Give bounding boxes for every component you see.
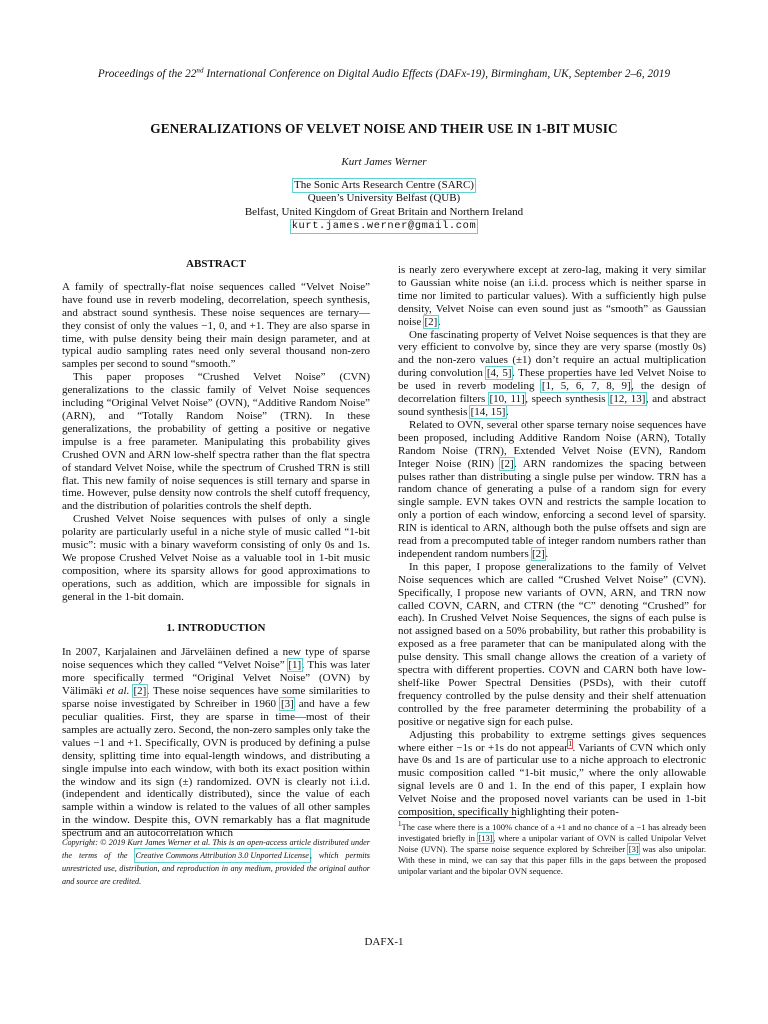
- intro-paragraph: [398, 329, 706, 419]
- left-column: [62, 258, 370, 840]
- text: , speech synthesis: [525, 393, 610, 406]
- copyright-notice: [62, 829, 370, 888]
- intro-paragraph: [398, 264, 706, 329]
- running-head-text-rest: International Conference on Digital Audio Effects (DAFx-19), Birmingham, UK, September 2–6, 2019: [203, 68, 671, 80]
- citation-link[interactable]: [1]: [288, 659, 302, 672]
- text: is nearly zero everywhere except at zero-lag, making it very similar to Gaussian white noise (an i.i.d. process which is neither sparse in time nor limited to particular values). With a sufficiently high pulse density, Velvet Noise can even sound just as “smooth” as Gaussian noise: [398, 264, 706, 328]
- running-head: [0, 68, 768, 80]
- footnote-marker-link[interactable]: 1: [568, 739, 572, 748]
- citation-link[interactable]: [2]: [424, 315, 438, 328]
- abstract-paragraph: This paper proposes “Crushed Velvet Noise” (CVN) generalizations to the classic family of Velvet Noise sequences including “Original Velvet Noise” (OVN), “Additive Random Noise” (ARN), and “Totally Random Noise” (TRN). In these generalizations, the probability of getting a positive or negative impulse is a free parameter. Manipulating this probability gives Crushed OVN and ARN low-shelf spectra rather than the flat spectra of standard Velvet Noise, while the spectrum of Crushed TRN is still flat. This new family of noise sequences is still ternary and sparse in time. However, pulse density now controls the shelf cutoff frequency, and the distribution of polarities controls the shelf depth.: [62, 371, 370, 513]
- citation-link[interactable]: [1, 5, 6, 7, 8, 9]: [541, 380, 631, 393]
- author-name: Kurt James Werner: [341, 156, 427, 168]
- citation-link[interactable]: [3]: [628, 844, 639, 854]
- text: Related to OVN, several other sparse ternary noise sequences have been proposed, including Additive Random Noise (ARN), Totally Random Noise (TRN), Extended Velvet Noise (EVN), Random Integer Noise (RIN): [398, 418, 706, 470]
- affiliation-address: Belfast, United Kingdom of Great Britain and Northern Ireland: [244, 205, 524, 218]
- copyright-label: Copyright:: [62, 838, 101, 847]
- text: and have a few peculiar qualities. First, they are sparse in time—most of their samples are actually zero. Second, the non-zero samples only take the values −1 and +1. Specifically, OVN is produced by defining a pulse density, splitting time into equal-length windows, and distributing a single impulse into each window, with both its exact position within the window and its sign (±) randomized. OVN is clearly not i.i.d. (independent and identically distributed), since the value of each sample within a window is related to the values of all other samples in the window. Despite this, OVN remarkably has a flat magnitude spectrum and an autocorrelation which: [62, 698, 370, 840]
- text: , the design of decorrelation filters: [398, 380, 707, 406]
- citation-link[interactable]: [10, 11]: [489, 393, 525, 406]
- text: .: [437, 315, 441, 328]
- abstract-heading: ABSTRACT: [186, 258, 246, 270]
- citation-link[interactable]: [2]: [532, 547, 545, 560]
- text: . Variants of CVN which only have 0s and 1s are of particular use to a niche approach to electronic music composition called “1-bit music,” where the only allowable signal levels are 0 and 1. In the end of this paper, I explain how Velvet Noise and the proposed novel variants can be used in 1-bit composition, specifically highlighting their poten-: [398, 741, 706, 819]
- abstract-paragraph: A family of spectrally-flat noise sequences called “Velvet Noise” have found use in reverb modeling, decorrelation, speech synthesis, and abstract sound synthesis. These noise sequences are ternary—they consist of only the values −1, 0, and +1. They are also sparse in time, with pulse density being their main design parameter, and at typical audio sampling rates need only several thousand non-zero samples per second to sound “smooth.”: [62, 280, 370, 371]
- text: , and abstract sound synthesis: [398, 393, 707, 418]
- citation-link[interactable]: [4, 5]: [486, 367, 512, 380]
- citation-link[interactable]: [2]: [133, 685, 147, 698]
- affiliation-link[interactable]: The Sonic Arts Research Centre (SARC): [294, 179, 474, 192]
- citation-link[interactable]: [12, 13]: [609, 393, 646, 406]
- copyright-text: , which permits unrestricted use, distribution, and reproduction in any medium, provided the original author and source are credited.: [62, 851, 370, 886]
- text: Adjusting this probability to extreme settings gives sequences where either −1s or +1s do not appear: [398, 728, 706, 754]
- footnote-number: 1: [398, 820, 402, 829]
- author-block: [0, 156, 768, 233]
- introduction-heading: 1. INTRODUCTION: [166, 621, 266, 634]
- copyright-symbol: ©: [100, 838, 107, 847]
- text: . These noise sequences have some similarities to sparse noise investigated by Schreiber in 1960: [62, 685, 370, 711]
- affiliation-university: Queen’s University Belfast (QUB): [307, 192, 461, 205]
- running-head-text: Proceedings of the 22: [97, 68, 197, 80]
- citation-link[interactable]: [3]: [280, 698, 294, 711]
- intro-paragraph: [62, 646, 370, 840]
- text: . These properties have led Velvet Noise to be used in reverb modeling: [398, 367, 707, 393]
- footnote-text: , where a unipolar variant of OVN is called Unipolar Velvet Noise (UVN). The sparse noise sequence explored by Schreiber: [398, 833, 707, 854]
- footnote-rule: [398, 817, 516, 818]
- intro-paragraph: [398, 419, 706, 561]
- page-number: DAFX-1: [364, 936, 404, 948]
- intro-paragraph: [398, 729, 706, 819]
- citation-link[interactable]: [14, 15]: [470, 405, 506, 418]
- text: . This was later more specifically termed “Original Velvet Noise” (OVN) by Välimäki: [62, 659, 370, 698]
- footnote: [398, 817, 706, 877]
- text: In 2007, Karjalainen and Järveläinen defined a new type of sparse noise sequences which they called “Velvet Noise”: [62, 646, 370, 672]
- author-email-link[interactable]: kurt.james.werner@gmail.com: [291, 219, 477, 232]
- license-link[interactable]: Creative Commons Attribution 3.0 Unported License: [135, 851, 309, 860]
- footnote-text: was also unipolar. With these in mind, we can say that this paper fills in the gaps between the proposed unipolar variant and the bipolar OVN sequence.: [398, 844, 707, 876]
- right-column: [398, 264, 706, 819]
- text: . ARN randomizes the spacing between pulses rather than distributing a single pulse per window. TRN has a random chance of generating a pulse of a random sign for every single sample. EVN takes OVN and restricts the sample location to only a portion of each window, enforcing a second level of sparsity. RIN is identical to ARN, although both the pulse offsets and sign are read from a precomputed table of integer random numbers rather than independent random numbers: [398, 457, 706, 560]
- citation-link[interactable]: [2]: [500, 457, 514, 470]
- text: .: [545, 547, 549, 560]
- text: .: [505, 405, 509, 418]
- footnote-text: The case where there is a 100% chance of a +1 and no chance of a −1 has already been investigated briefly in: [398, 822, 706, 843]
- citation-link[interactable]: [13]: [478, 833, 493, 843]
- abstract-paragraph: Crushed Velvet Noise sequences with pulses of only a single polarity are particularly useful in a niche style of music called “1-bit music”: music with a binary waveform consisting of only 0s and 1s. We propose Crushed Velvet Noise as a valuable tool in 1-bit music composition, where its sparsity allows for good approximations to operations, such as addition, which are impossible for signals in general in the 1-bit domain.: [62, 513, 370, 603]
- intro-paragraph: In this paper, I propose generalizations to the family of Velvet Noise sequences which are called “Crushed Velvet Noise” (CVN). Specifically, I propose new variants of OVN, ARN, and TRN now called COVN, CARN, and CTRN (the “C” denoting “Crushed” for each). In Crushed Velvet Noise Sequences, the signs of each pulse is not assigned based on a 50% probability, but rather this probability is exposed as a free parameter that can be manipulated along with the pulse density. This small change allows the creation of a variety of spectra with different properties. COVN and CARN both have low-shelf-like Power Spectral Densities (PSDs), with their cutoff frequency controlled by the pulse density and their shelf attenuation controlled by the free parameter determining the probability of a positive or negative sign for each pulse.: [398, 560, 706, 728]
- et-al: et al.: [106, 685, 130, 698]
- text: One fascinating property of Velvet Noise sequences is that they are very efficient to convolve by, since they are very sparse (mostly 0s) and the non-zero values (±1) don’t require an actual multiplication during convolution: [398, 328, 706, 380]
- ordinal-suffix: nd: [196, 66, 204, 75]
- paper-title: GENERALIZATIONS OF VELVET NOISE AND THEIR USE IN 1-BIT MUSIC: [150, 121, 618, 136]
- copyright-text: 2019 Kurt James Werner et al. This is an open-access article distributed under the terms of the: [62, 838, 370, 860]
